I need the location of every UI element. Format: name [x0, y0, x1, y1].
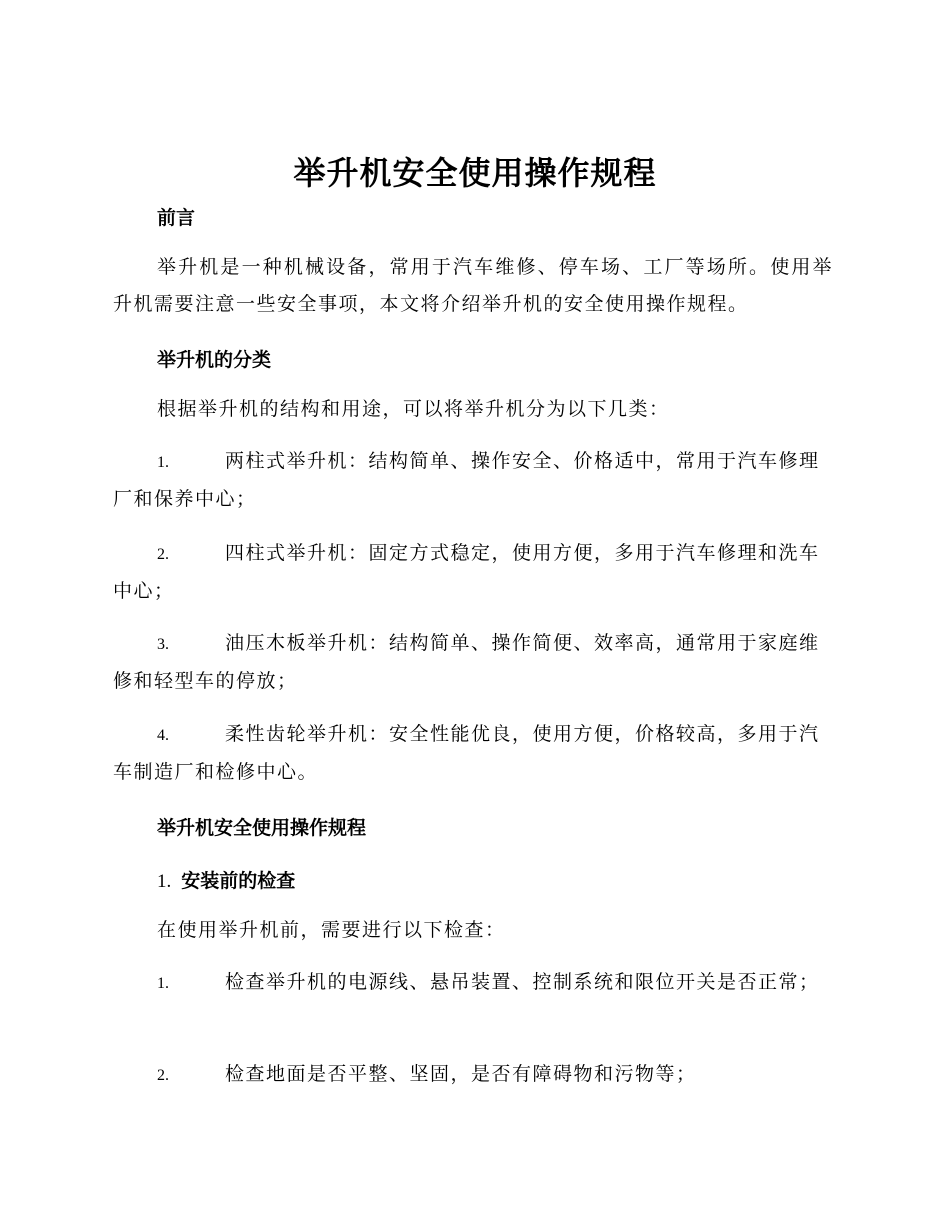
- item-number: 4.: [157, 727, 169, 744]
- item-text: 四柱式举升机：固定方式稳定，使用方便，多用于汽车修理和洗车中心；: [113, 542, 820, 602]
- item-number: 1.: [157, 975, 169, 992]
- preface-heading: 前言: [157, 207, 196, 229]
- item-text: 检查举升机的电源线、悬吊装置、控制系统和限位开关是否正常；: [225, 971, 820, 993]
- check-item: [113, 1056, 833, 1094]
- subheading-number: 1.: [157, 871, 172, 892]
- item-text: 两柱式举升机：结构简单、操作安全、价格适中，常用于汽车修理厂和保养中心；: [113, 450, 820, 510]
- classification-item: [113, 716, 833, 791]
- document-title: 举升机安全使用操作规程: [293, 154, 657, 192]
- item-text: 油压木板举升机：结构简单、操作简便、效率高，通常用于家庭维修和轻型车的停放；: [113, 632, 820, 692]
- procedure-heading: 举升机安全使用操作规程: [157, 817, 367, 839]
- item-number: 2.: [157, 546, 169, 563]
- item-number: 1.: [157, 454, 169, 471]
- classification-item: [113, 443, 833, 518]
- classification-heading: 举升机的分类: [157, 349, 272, 371]
- check-intro: 在使用举升机前，需要进行以下检查：: [157, 919, 506, 941]
- classification-item: [113, 535, 833, 610]
- subheading-label: 安装前的检查: [181, 870, 296, 892]
- item-number: 3.: [157, 636, 169, 653]
- classification-item: [113, 625, 833, 700]
- check-item: [113, 964, 833, 1002]
- classification-intro: 根据举升机的结构和用途，可以将举升机分为以下几类：: [157, 398, 670, 420]
- preface-paragraph: 举升机是一种机械设备，常用于汽车维修、停车场、工厂等场所。使用举升机需要注意一些安全事项，本文将介绍举升机的安全使用操作规程。: [113, 256, 833, 315]
- installation-check-subheading: [157, 866, 295, 893]
- item-text: 柔性齿轮举升机：安全性能优良，使用方便，价格较高，多用于汽车制造厂和检修中心。: [113, 723, 820, 783]
- item-number: 2.: [157, 1067, 169, 1084]
- item-text: 检查地面是否平整、坚固，是否有障碍物和污物等；: [225, 1063, 697, 1085]
